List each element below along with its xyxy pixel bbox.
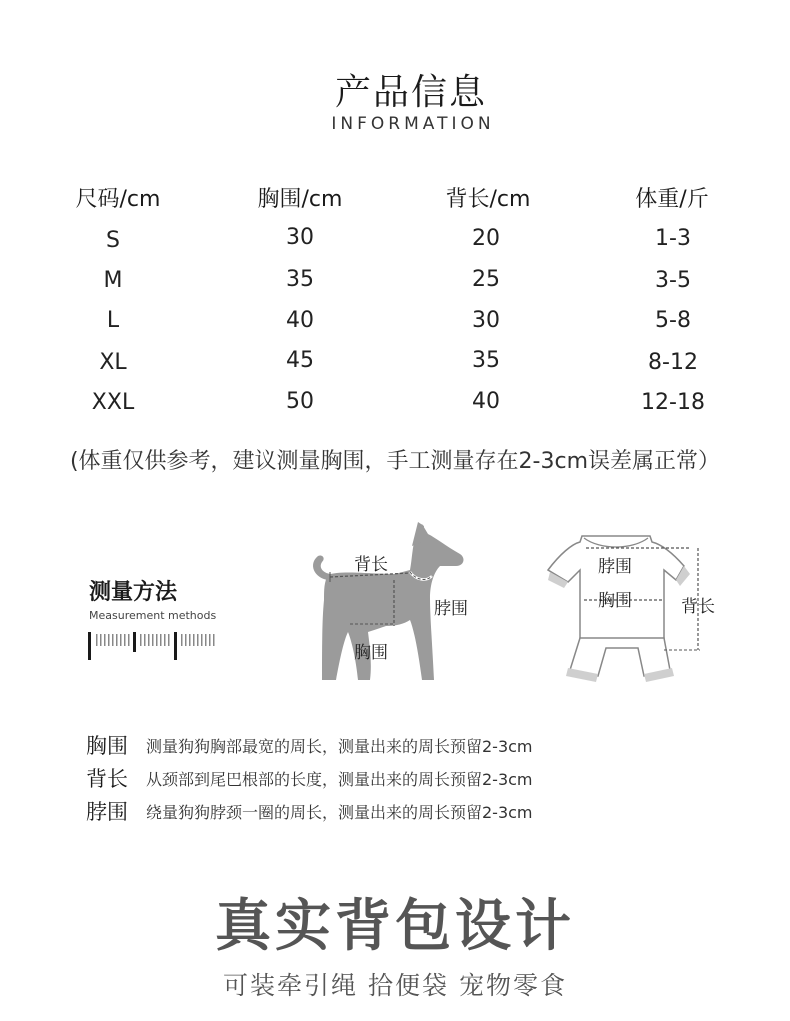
page-subtitle: INFORMATION [331, 114, 495, 134]
description-term: 背长 [86, 767, 128, 791]
table-cell: L [106, 308, 120, 333]
table-cell: 35 [286, 267, 314, 292]
table-cell: 8-12 [648, 350, 698, 375]
clothes-neck-label: 脖围 [598, 557, 632, 577]
clothes-back-label: 背长 [681, 597, 715, 617]
table-cell: 3-5 [655, 268, 691, 293]
description-text: 绕量狗狗脖颈一圈的周长，测量出来的周长预留2-3cm [146, 802, 533, 822]
method-title: 测量方法 [89, 580, 178, 605]
promo-title: 真实背包设计 [215, 894, 575, 959]
dog-back-label: 背长 [354, 555, 388, 575]
dog-measurement-diagram [300, 520, 480, 690]
dog-chest-label: 胸围 [354, 643, 388, 663]
clothes-measurement-diagram [540, 530, 730, 685]
description-term: 脖围 [86, 800, 128, 824]
description-row-chest [86, 730, 533, 760]
description-row-back [86, 763, 533, 793]
table-cell: 1-3 [655, 226, 691, 251]
description-text: 从颈部到尾巴根部的长度，测量出来的周长预留2-3cm [146, 769, 533, 789]
promo-subtitle: 可装牵引绳 拾便袋 宠物零食 [223, 971, 567, 1000]
table-header-back: 背长/cm [445, 187, 531, 212]
table-cell: XL [99, 350, 127, 375]
table-header-weight: 体重/斤 [635, 187, 709, 212]
table-cell: 40 [286, 308, 314, 333]
page-title: 产品信息 [334, 72, 487, 113]
table-cell: 25 [472, 267, 500, 292]
description-text: 测量狗狗胸部最宽的周长，测量出来的周长预留2-3cm [146, 736, 533, 756]
table-cell: 40 [472, 389, 500, 414]
dog-neck-label: 脖围 [434, 599, 468, 619]
table-cell: 30 [472, 308, 500, 333]
measurement-note: (体重仅供参考，建议测量胸围，手工测量存在2-3cm误差属正常） [69, 449, 721, 474]
table-cell: 12-18 [641, 390, 705, 415]
table-header-chest: 胸围/cm [257, 187, 343, 212]
table-cell: 50 [286, 389, 314, 414]
table-cell: 30 [286, 225, 314, 250]
description-term: 胸围 [86, 734, 128, 758]
table-cell: S [106, 228, 120, 253]
table-cell: 20 [472, 226, 500, 251]
table-cell: M [103, 268, 123, 293]
table-cell: XXL [91, 390, 135, 415]
ruler-icon [88, 632, 216, 660]
table-header-size: 尺码/cm [75, 187, 161, 212]
clothes-chest-label: 胸围 [598, 591, 632, 611]
method-subtitle: Measurement methods [89, 609, 217, 622]
table-cell: 5-8 [655, 308, 691, 333]
table-cell: 35 [472, 348, 500, 373]
description-row-neck [86, 796, 533, 826]
table-cell: 45 [286, 348, 314, 373]
